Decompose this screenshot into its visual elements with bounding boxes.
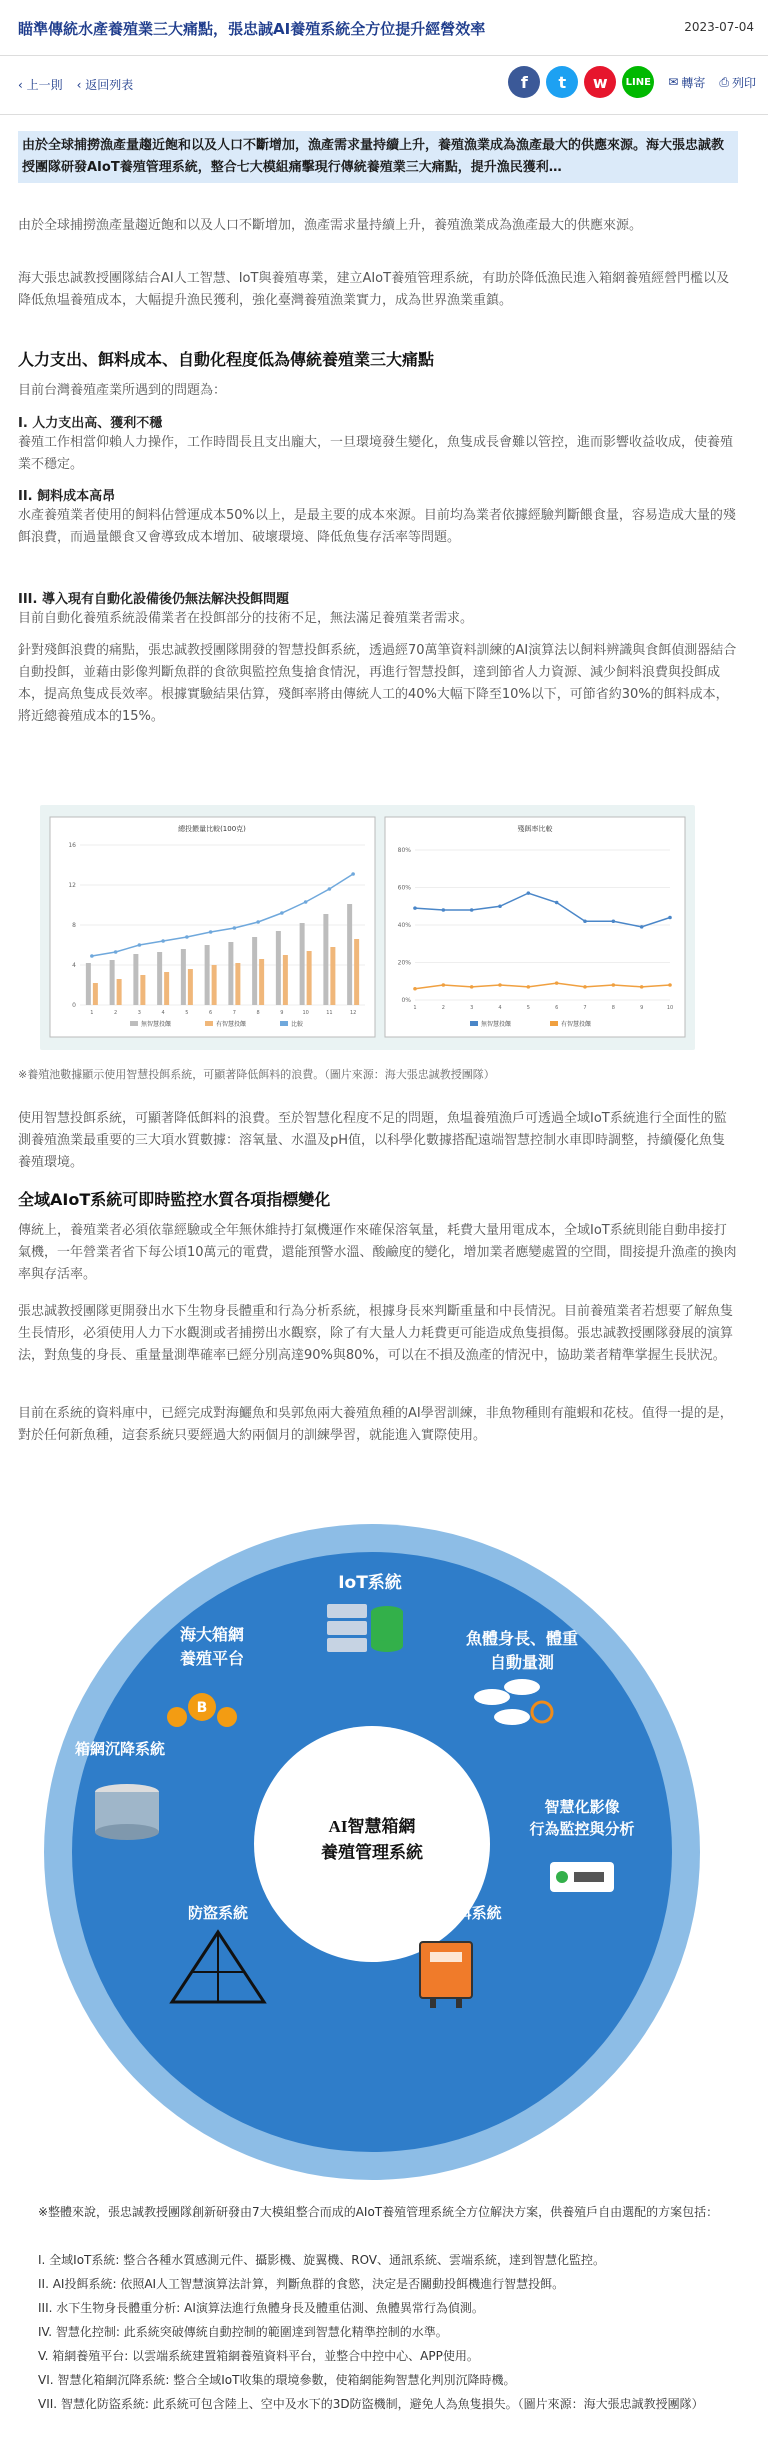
- bar-no-smart: [300, 923, 305, 1005]
- center-title-1: AI智慧箱網: [328, 1817, 416, 1836]
- prev-label: 上一則: [26, 78, 63, 92]
- print-label: 列印: [731, 75, 756, 90]
- sea-platform-label-2: 養殖平台: [179, 1649, 245, 1668]
- series-point: [498, 904, 502, 908]
- series-point: [612, 919, 616, 923]
- legend-label: 無智慧投餵: [141, 1021, 172, 1028]
- weibo-icon[interactable]: w: [584, 66, 616, 98]
- net-cage-icon: [95, 1784, 159, 1840]
- x-tick-label: 1: [90, 1010, 94, 1016]
- list-item: IV. 智慧化控制: 此系統突破傳統自動控制的範圍達到智慧化精準控制的水準。: [38, 2325, 448, 2339]
- item-heading: II. 飼料成本高昂: [18, 489, 116, 504]
- x-tick-label: 10: [302, 1010, 309, 1016]
- series-point: [555, 981, 559, 985]
- bar-no-smart: [205, 945, 210, 1005]
- theft-label: 防盜系統: [187, 1904, 249, 1922]
- chart2-title: 殘餌率比較: [517, 825, 553, 833]
- paragraph: 養殖工作相當仰賴人力操作，工作時間長且支出龐大，一旦環境發生變化，魚隻成長會難以管控，進而影響收益收成，使養殖業不穩定。: [18, 435, 734, 472]
- line-icon[interactable]: LINE: [622, 66, 654, 98]
- publish-date: 2023-07-04: [684, 20, 754, 34]
- title-bar: [0, 0, 768, 56]
- legend-label: 比較: [291, 1021, 304, 1028]
- paragraph: 傳統上，養殖業者必須依靠經驗或全年無休維持打氣機運作來確保溶氧量，耗費大量用電成本，全域IoT系統則能自動串接打氣機，一年營業者省下每公頃10萬元的電費，還能預警水溫、酸鹼度的變化，增加業者應變處置的空間，間接提升漁產的換肉率與存活率。: [18, 1223, 737, 1282]
- facebook-icon[interactable]: f: [508, 66, 540, 98]
- legend-label: 無智慧投餵: [481, 1021, 512, 1028]
- item-heading: III. 導入現有自動化設備後仍無法解決投餌問題: [18, 592, 289, 607]
- center-title-2: 養殖管理系統: [321, 1843, 423, 1862]
- x-tick-label: 9: [640, 1005, 644, 1011]
- legend-swatch: [550, 1021, 558, 1026]
- bar-smart: [212, 965, 217, 1005]
- x-tick-label: 6: [555, 1005, 559, 1011]
- figure-caption: ※養殖池數據顯示使用智慧投餌系統，可顯著降低餌料的浪費。（圖片來源：海大張忠誠教授團隊）: [18, 1068, 495, 1081]
- x-tick-label: 5: [185, 1010, 189, 1016]
- legend-swatch: [280, 1021, 288, 1026]
- paragraph: 目前自動化養殖系統設備業者在投餌部分的技術不足，無法滿足養殖業者需求。: [18, 611, 474, 626]
- bar-smart: [140, 975, 145, 1005]
- monitor-icon: [550, 1862, 614, 1892]
- bar-smart: [164, 972, 169, 1005]
- series-point: [413, 906, 417, 910]
- paragraph: 由於全球捕撈漁產量趨近飽和以及人口不斷增加，漁產需求量持續上升，養殖漁業成為漁產最大的供應來源。: [18, 218, 643, 233]
- section-heading: 全域AIoT系統可即時監控水質各項指標變化: [18, 1190, 331, 1209]
- legend-label: 有智慧投餵: [561, 1021, 592, 1028]
- series-point: [612, 983, 616, 987]
- legend-label: 有智慧投餵: [216, 1021, 247, 1028]
- x-tick-label: 4: [498, 1005, 502, 1011]
- series-point: [470, 908, 474, 912]
- point-compare: [233, 926, 237, 930]
- video-label-2: 行為監控與分析: [529, 1820, 635, 1838]
- point-compare: [209, 930, 213, 934]
- lead-summary: 由於全球捕撈漁產量趨近飽和以及人口不斷增加，漁產需求量持續上升，養殖漁業成為漁產最大的供應來源。海大張忠誠教授團隊研發AIoT養殖管理系統，整合七大模組痛擊現行傳統養殖業三大痛點，提升漁民獲利…: [18, 131, 738, 183]
- paragraph: 海大張忠誠教授團隊結合AI人工智慧、IoT與養殖專業，建立AIoT養殖管理系統，有助於降低漁民進入箱網養殖經營門檻以及降低魚塭養殖成本，大幅提升漁民獲利，強化臺灣養殖漁業實力，成為世界漁業重鎮。: [18, 271, 730, 308]
- x-tick-label: 7: [232, 1010, 236, 1016]
- legend-swatch: [130, 1021, 138, 1026]
- point-compare: [138, 943, 142, 947]
- legend-swatch: [470, 1021, 478, 1026]
- bar-no-smart: [110, 960, 115, 1005]
- bar-smart: [117, 979, 122, 1005]
- forward-label: 轉寄: [681, 75, 706, 90]
- caption-summary: ※整體來說，張忠誠教授團隊創新研發由7大模組整合而成的AIoT養殖管理系統全方位解決方案，供養殖戶自由選配的方案包括：: [38, 2205, 719, 2219]
- list-item: II. AI投餌系統: 依照AI人工智慧演算法計算，判斷魚群的食慾，決定是否關動投餌機進行智慧投餌。: [38, 2277, 565, 2291]
- prev-link[interactable]: ‹ 上一則: [18, 78, 63, 92]
- toolbar: [18, 66, 756, 104]
- page-title: 瞄準傳統水產養殖業三大痛點，張忠誠AI養殖系統全方位提升經營效率: [18, 20, 486, 38]
- point-compare: [161, 939, 165, 943]
- chart1-title: 總投餵量比較(100克): [178, 825, 246, 833]
- chart-svg: [40, 805, 695, 1050]
- bar-no-smart: [276, 931, 281, 1005]
- y-tick-label: 60%: [397, 884, 411, 892]
- sea-platform-label-1: 海大箱網: [179, 1625, 245, 1644]
- x-tick-label: 5: [526, 1005, 530, 1011]
- sink-label: 箱網沉降系統: [74, 1740, 166, 1758]
- system-infographic: [42, 1522, 702, 2182]
- feeder-icon: [420, 1942, 472, 2008]
- paragraph: 水產養殖業者使用的飼料佔營運成本50%以上，是最主要的成本來源。目前均為業者依據經驗判斷餵食量，容易造成大量的殘餌浪費，而過量餵食又會導致成本增加、破壞環境、降低魚隻存活率等問題。: [18, 508, 736, 545]
- forward-button[interactable]: [668, 74, 705, 91]
- y-tick-label: 8: [72, 922, 76, 929]
- x-tick-label: 8: [256, 1010, 260, 1016]
- point-compare: [328, 887, 332, 891]
- database-icon: [327, 1604, 403, 1652]
- y-tick-label: 16: [68, 842, 76, 849]
- chart-figure: [40, 805, 695, 1050]
- point-compare: [185, 935, 189, 939]
- list-item: V. 箱網養殖平台: 以雲端系統建置箱網養殖資料平台，並整合中控中心、APP使用。: [38, 2349, 479, 2363]
- y-tick-label: 80%: [397, 847, 411, 854]
- series-point: [498, 983, 502, 987]
- bar-smart: [354, 939, 359, 1005]
- bar-no-smart: [252, 937, 257, 1005]
- bar-no-smart: [181, 949, 186, 1005]
- mail-icon: ✉: [668, 75, 679, 89]
- nav-links: [18, 76, 133, 93]
- bar-no-smart: [323, 914, 328, 1005]
- series-point: [640, 925, 644, 929]
- series-point: [640, 985, 644, 989]
- paragraph: 使用智慧投餌系統，可顯著降低餌料的浪費。至於智慧化程度不足的問題，魚塭養殖漁戶可透過全域IoT系統進行全面性的監測養殖漁業最重要的三大項水質數據：溶氧量、水溫及pH值，以科學化數據搭配遠端智慧控制水車即時調整，持續優化魚隻養殖環境。: [18, 1111, 727, 1170]
- paragraph: 目前台灣養殖產業所遇到的問題為：: [18, 383, 227, 398]
- feed-label: AI智慧投餌系統: [394, 1904, 502, 1922]
- bar-smart: [283, 955, 288, 1005]
- paragraph: 針對殘餌浪費的痛點，張忠誠教授團隊開發的智慧投餌系統，透過經70萬筆資料訓練的AI演算法以飼料辨識與食餌偵測器結合自動投餌，並藉由影像判斷魚群的食欲與監控魚隻搶食情況，再進行智慧投餌，達到節省人力資源、減少飼料浪費與投餌成本，提高魚隻成長效率。根據實驗結果估算，殘餌率將由傳統人工的40%大幅下降至10%以下，可節省約30%的餌料成本，將近總養殖成本的15%。: [18, 643, 737, 724]
- y-tick-label: 4: [72, 962, 76, 969]
- section-heading: 人力支出、餌料成本、自動化程度低為傳統養殖業三大痛點: [18, 350, 435, 369]
- series-point: [668, 983, 672, 987]
- svg-text:B: B: [196, 1700, 208, 1716]
- point-compare: [256, 920, 260, 924]
- series-point: [555, 901, 559, 905]
- x-tick-label: 6: [209, 1010, 213, 1016]
- series-point: [668, 916, 672, 920]
- series-point: [583, 919, 587, 923]
- x-tick-label: 2: [441, 1005, 445, 1011]
- bar-smart: [259, 959, 264, 1005]
- bar-no-smart: [228, 942, 233, 1005]
- print-button[interactable]: [719, 74, 756, 91]
- share-bar: [508, 66, 756, 98]
- bar-smart: [235, 963, 240, 1005]
- x-tick-label: 3: [137, 1010, 141, 1016]
- bar-no-smart: [157, 952, 162, 1005]
- point-compare: [304, 900, 308, 904]
- x-tick-label: 2: [114, 1010, 118, 1016]
- x-tick-label: 11: [326, 1010, 333, 1016]
- module-list: [38, 2248, 738, 2416]
- bar-smart: [330, 947, 335, 1005]
- list-item: I. 全域IoT系統: 整合各種水質感測元件、攝影機、旋翼機、ROV、通訊系統、雲端系統，達到智慧化監控。: [38, 2253, 606, 2267]
- series-point: [470, 985, 474, 989]
- y-tick-label: 20%: [397, 959, 411, 967]
- bar-smart: [93, 983, 98, 1005]
- y-tick-label: 0%: [401, 997, 411, 1004]
- x-tick-label: 3: [470, 1005, 474, 1011]
- fish-measure-label-1: 魚體身長、體重: [465, 1629, 579, 1648]
- point-compare: [280, 911, 284, 915]
- bar-no-smart: [347, 904, 352, 1005]
- x-tick-label: 7: [583, 1005, 587, 1011]
- twitter-icon[interactable]: t: [546, 66, 578, 98]
- list-item: VI. 智慧化箱網沉降系統: 整合全域IoT收集的環境參數，使箱網能夠智慧化判別沉降時機。: [38, 2373, 516, 2387]
- x-tick-label: 8: [611, 1005, 615, 1011]
- infographic-svg: [42, 1522, 702, 2182]
- x-tick-label: 9: [280, 1010, 284, 1016]
- item-heading: I. 人力支出高、獲利不穩: [18, 416, 163, 431]
- x-tick-label: 10: [666, 1005, 674, 1011]
- series-point: [527, 985, 531, 989]
- y-tick-label: 40%: [397, 922, 411, 929]
- bar-no-smart: [133, 954, 138, 1005]
- legend-swatch: [205, 1021, 213, 1026]
- list-item: III. 水下生物身長體重分析: AI演算法進行魚體身長及體重估測、魚體異常行為偵測。: [38, 2301, 484, 2315]
- x-tick-label: 4: [161, 1010, 165, 1016]
- printer-icon: ⎙: [719, 74, 729, 89]
- fish-measure-label-2: 自動量測: [489, 1653, 555, 1672]
- iot-label: IoT系統: [338, 1573, 402, 1593]
- series-point: [583, 985, 587, 989]
- series-point: [413, 987, 417, 991]
- bar-smart: [188, 969, 193, 1005]
- point-compare: [90, 954, 94, 958]
- x-tick-label: 12: [349, 1010, 357, 1016]
- back-link[interactable]: ‹ 返回列表: [76, 78, 134, 92]
- point-compare: [351, 872, 355, 876]
- back-label: 返回列表: [85, 78, 134, 92]
- y-tick-label: 0: [72, 1002, 76, 1009]
- paragraph: 張忠誠教授團隊更開發出水下生物身長體重和行為分析系統，根據身長來判斷重量和中長情況。目前養殖業者若想要了解魚隻生長情形，必須使用人力下水觀測或者捕撈出水觀察，除了有大量人力耗費更可能造成魚隻損傷。張忠誠教授團隊發展的演算法，對魚隻的身長、重量量測準確率已經分別高達90%與80%，可以在不損及漁產的情況中，協助業者精準掌握生長狀況。: [18, 1304, 734, 1363]
- paragraph: 目前在系統的資料庫中，已經完成對海鱺魚和吳郭魚兩大養殖魚種的AI學習訓練，非魚物種則有龍蝦和花枝。值得一提的是，對於任何新魚種，這套系統只要經過大約兩個月的訓練學習，就能進入實際使用。: [18, 1406, 733, 1443]
- list-item: VII. 智慧化防盜系統: 此系統可包含陸上、空中及水下的3D防盜機制，避免人為魚隻損失。（圖片來源：海大張忠誠教授團隊）: [38, 2397, 704, 2411]
- bar-smart: [307, 951, 312, 1005]
- video-label-1: 智慧化影像: [544, 1798, 620, 1816]
- series-point: [442, 983, 446, 987]
- divider: [0, 114, 768, 115]
- series-point: [527, 891, 531, 895]
- point-compare: [114, 950, 118, 954]
- y-tick-label: 12: [68, 882, 76, 889]
- series-point: [442, 908, 446, 912]
- x-tick-label: 1: [413, 1005, 417, 1011]
- bar-no-smart: [86, 963, 91, 1005]
